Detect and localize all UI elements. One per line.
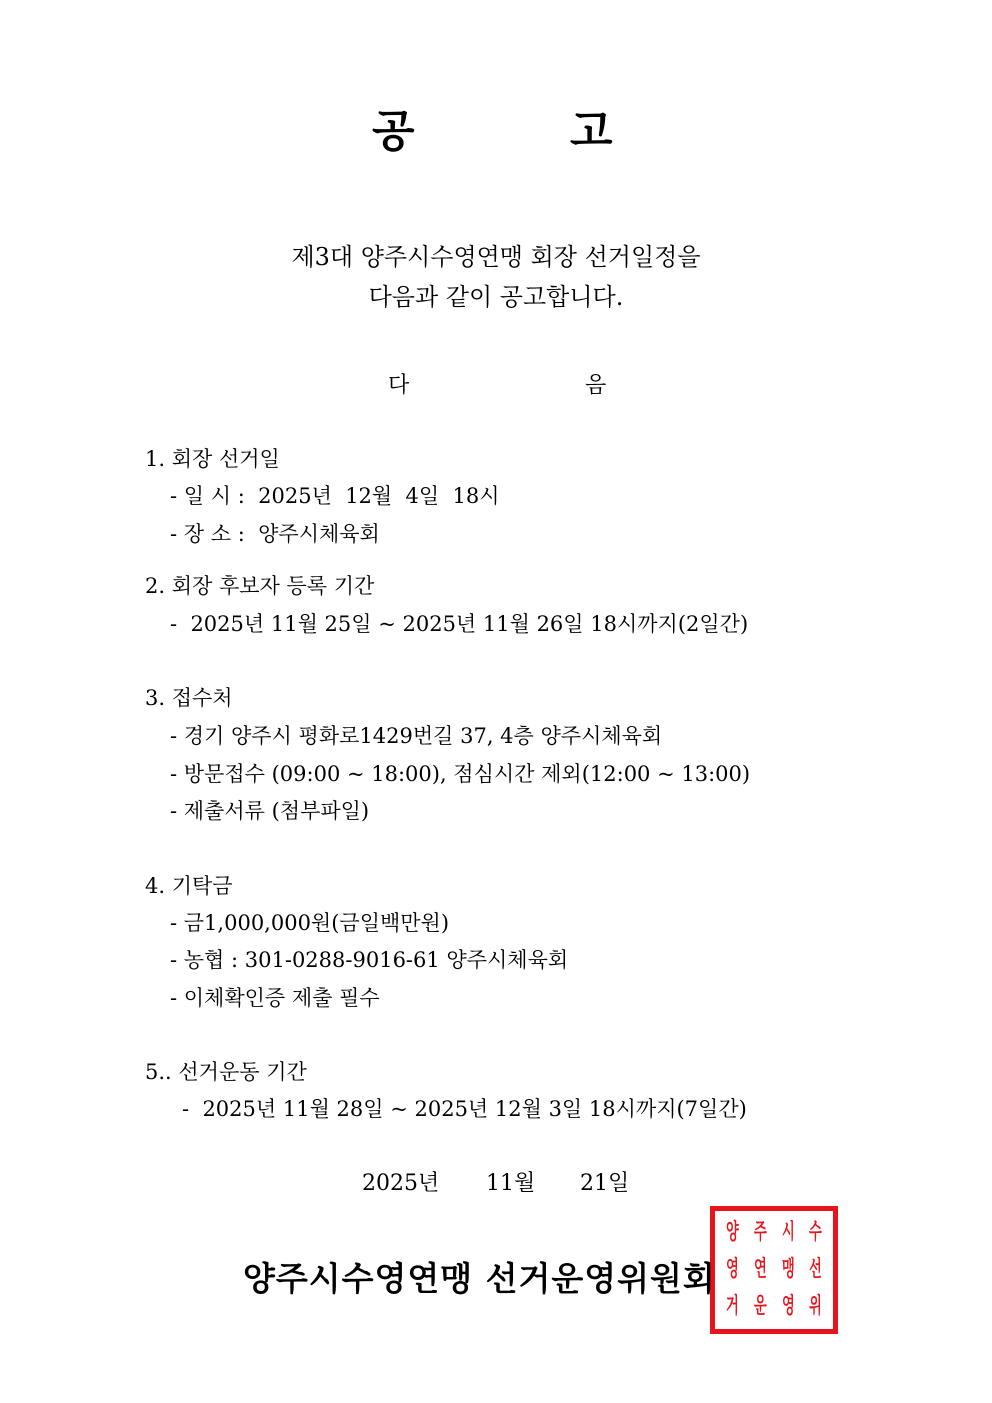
daeum-char-1: 다	[388, 373, 410, 398]
section-4-heading: 4. 기탁금	[145, 874, 233, 898]
section-2-item-1: - 2025년 11월 25일 ~ 2025년 11월 26일 18시까지(2일간)	[170, 612, 749, 636]
seal-char: 맹	[781, 1257, 795, 1282]
seal-char: 주	[753, 1220, 767, 1245]
section-5-item-1: - 2025년 11월 28일 ~ 2025년 12월 3일 18시까지(7일간)	[182, 1097, 747, 1121]
seal-char: 영	[725, 1257, 739, 1282]
seal-char: 영	[781, 1294, 795, 1319]
seal-char: 운	[753, 1294, 767, 1319]
title-char-2: 고	[570, 106, 613, 157]
intro-line-2: 다음과 같이 공고합니다.	[368, 283, 624, 311]
intro-line-1: 제3대 양주시수영연맹 회장 선거일정을	[291, 243, 701, 271]
section-3-item-3: - 제출서류 (첨부파일)	[170, 799, 370, 823]
section-1-heading: 1. 회장 선거일	[145, 447, 280, 471]
section-4-item-1: - 금1,000,000원(금일백만원)	[170, 911, 450, 935]
organization-name: 양주시수영연맹 선거운영위원회	[243, 1259, 716, 1298]
title-char-1: 공	[372, 106, 415, 157]
section-3-heading: 3. 접수처	[145, 686, 233, 710]
section-5-heading: 5.. 선거운동 기간	[145, 1060, 307, 1084]
date-month: 11월	[486, 1171, 536, 1196]
seal-char: 거	[725, 1294, 739, 1319]
seal-char: 양	[725, 1220, 739, 1245]
section-4-item-2: - 농협 : 301-0288-9016-61 양주시체육회	[170, 948, 569, 972]
section-1-item-2: - 장 소 : 양주시체육회	[170, 522, 380, 546]
seal-char: 수	[809, 1220, 822, 1245]
seal-char: 위	[809, 1294, 822, 1319]
official-seal-stamp	[710, 1206, 838, 1334]
date-day: 21일	[580, 1171, 630, 1196]
seal-char: 연	[753, 1257, 767, 1282]
section-2-heading: 2. 회장 후보자 등록 기간	[145, 574, 375, 598]
section-1-item-1: - 일 시 : 2025년 12월 4일 18시	[170, 484, 500, 508]
seal-char: 시	[781, 1220, 795, 1245]
seal-char: 선	[809, 1257, 822, 1282]
daeum-char-2: 음	[585, 373, 607, 398]
seal-characters	[719, 1215, 829, 1325]
section-4-item-3: - 이체확인증 제출 필수	[170, 986, 380, 1010]
section-3-item-2: - 방문접수 (09:00 ~ 18:00), 점심시간 제외(12:00 ~ 13:00)	[170, 762, 751, 786]
section-3-item-1: - 경기 양주시 평화로1429번길 37, 4층 양주시체육회	[170, 724, 663, 748]
date-year: 2025년	[362, 1171, 440, 1196]
